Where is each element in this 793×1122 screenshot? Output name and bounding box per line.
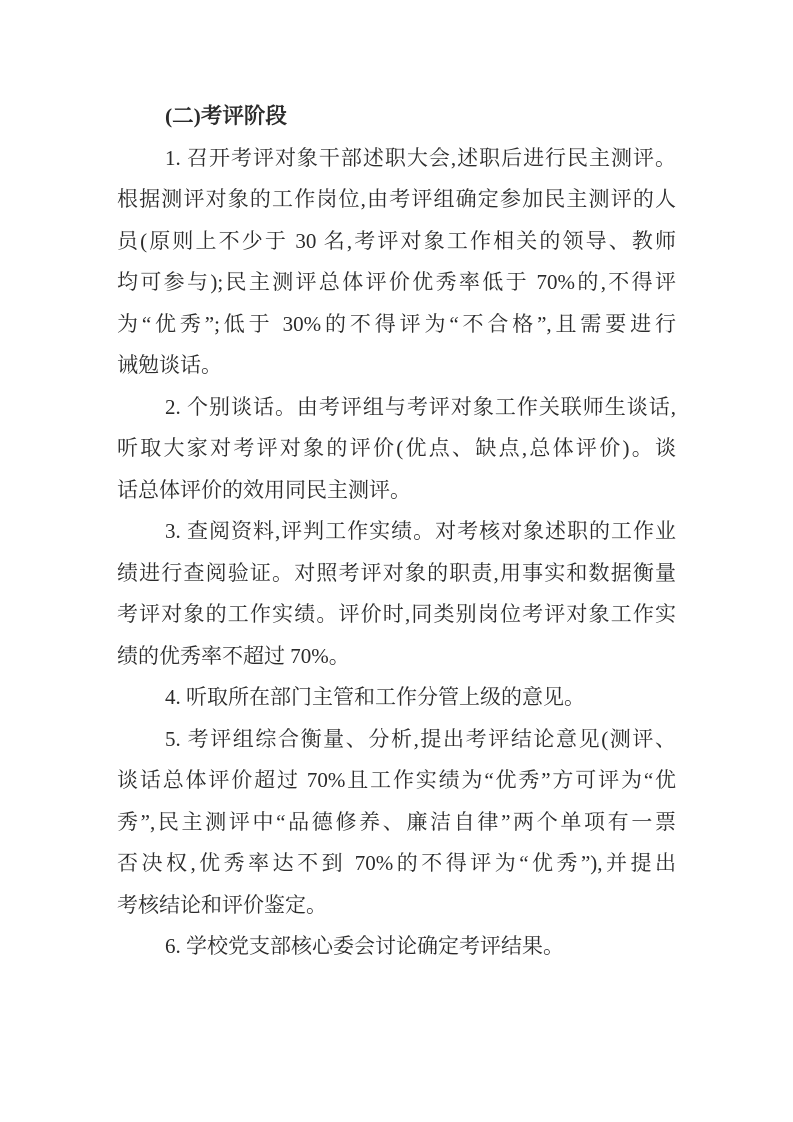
text-line: 绩的优秀率不超过 70%。 (117, 643, 350, 668)
text-line: 否决权,优秀率达不到 70%的不得评为“优秀”),并提出 (117, 851, 676, 875)
text-line: 6. 学校党支部核心委会讨论确定考评结果。 (165, 934, 564, 958)
document-body (117, 138, 676, 968)
text-line: 为“优秀”;低于 30%的不得评为“不合格”,且需要进行 (117, 311, 676, 336)
text-line: 3. 查阅资料,评判工作实绩。对考核对象述职的工作业 (165, 519, 676, 543)
text-line: 考核结论和评价鉴定。 (117, 892, 327, 917)
section-heading: (二)考评阶段 (165, 104, 287, 128)
text-line: 谈话总体评价超过 70%且工作实绩为“优秀”方可评为“优 (117, 768, 676, 792)
text-line: 考评对象的工作实绩。评价时,同类别岗位考评对象工作实 (117, 602, 676, 626)
text-line: 绩进行查阅验证。对照考评对象的职责,用事实和数据衡量 (117, 560, 676, 585)
text-line: 听取大家对考评对象的评价(优点、缺点,总体评价)。谈 (117, 436, 676, 460)
paragraph (117, 511, 676, 677)
text-line: 4. 听取所在部门主管和工作分管上级的意见。 (165, 685, 585, 709)
text-line: 诫勉谈话。 (117, 353, 222, 377)
paragraph (117, 926, 676, 968)
text-line: 2. 个别谈话。由考评组与考评对象工作关联师生谈话, (165, 394, 676, 419)
paragraph (117, 677, 676, 719)
text-line: 均可参与);民主测评总体评价优秀率低于 70%的,不得评 (117, 270, 676, 294)
document-content (117, 96, 676, 968)
paragraph (117, 719, 676, 927)
text-line: 根据测评对象的工作岗位,由考评组确定参加民主测评的人 (117, 187, 676, 211)
paragraph (117, 387, 676, 512)
text-line: 1. 召开考评对象干部述职大会,述职后进行民主测评。 (165, 145, 676, 170)
text-line: 员(原则上不少于 30 名,考评对象工作相关的领导、教师 (117, 228, 676, 253)
text-line: 5. 考评组综合衡量、分析,提出考评结论意见(测评、 (165, 726, 676, 751)
text-line: 话总体评价的效用同民主测评。 (117, 477, 411, 502)
paragraph (117, 138, 676, 387)
text-line: 秀”,民主测评中“品德修养、廉洁自律”两个单项有一票 (117, 809, 676, 834)
